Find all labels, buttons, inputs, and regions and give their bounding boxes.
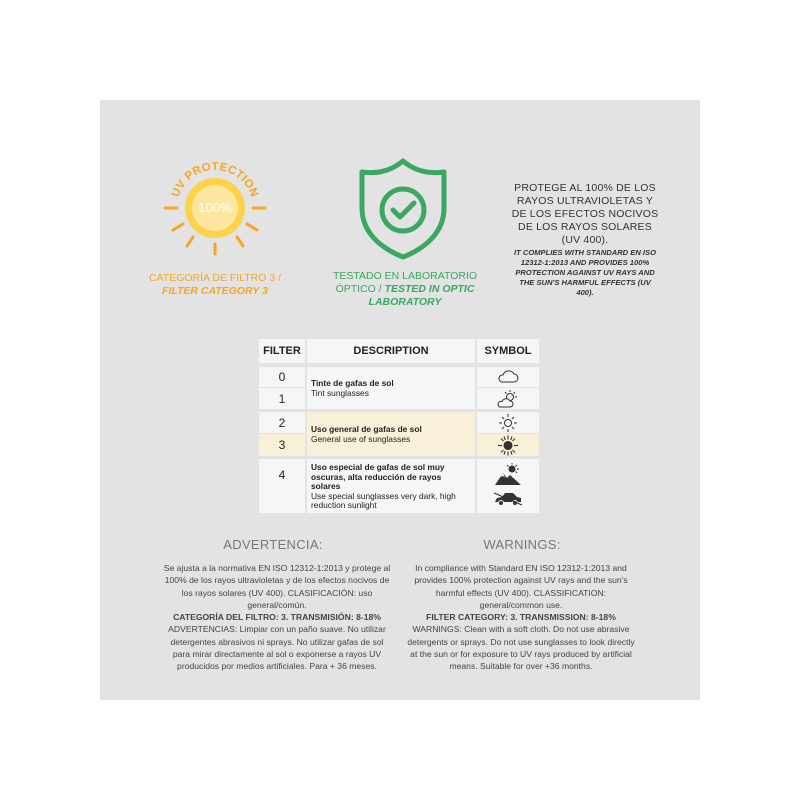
protection-text-en: IT COMPLIES WITH STANDARD EN ISO 12312-1:2013 AND PROVIDES 100% PROTECTION AGAINST UV RAYS AND THE SUN'S HARMFUL EFFECTS (UV 400). — [513, 248, 657, 297]
description-group-2: Uso general de gafas de sol General use of sunglasses — [311, 424, 422, 444]
filter-number: 1 — [278, 392, 286, 406]
mountain-sun-icon — [478, 461, 538, 487]
filter-category-label: CATEGORÍA DE FILTRO 3 / FILTER CATEGORY 3 — [148, 272, 282, 297]
filter-number: 4 — [278, 468, 286, 482]
sun-small-icon — [478, 413, 538, 433]
warning-body-en: In compliance with Standard EN ISO 12312-1:2013 and provides 100% protection against UV rays and the sun's harmful effects (UV 400). CLASSIFICATION: general/common use. FILTER CATEGORY: 3. TRANSMISSION: 8-18% WARNINGS: Clean with a soft cloth. Do not use abrasive detergents or sprays. Do not use sunglasses to look directly at the sun or for exposure to UV rays produced by artificial means. Suitable for over +36 months. — [407, 563, 635, 672]
protection-text-es: PROTEGE AL 100% DE LOS RAYOS ULTRAVIOLETAS Y DE LOS EFECTOS NOCIVOS DE LOS RAYOS SOLARES (UV 400). — [511, 182, 659, 246]
sun-icon — [163, 158, 267, 262]
filter-number: 3 — [278, 438, 286, 452]
cloud-sun-icon — [478, 389, 538, 409]
description-group-1: Tinte de gafas de sol Tint sunglasses — [311, 378, 394, 398]
car-icon — [478, 489, 538, 509]
uv-badge-text: UV PROTECTION — [169, 160, 261, 199]
uv-percent: 100% — [198, 200, 232, 215]
warning-title-en: WARNINGS: — [483, 537, 561, 552]
header-filter: FILTER — [259, 339, 305, 363]
warning-title-es: ADVERTENCIA: — [223, 537, 323, 552]
sun-large-icon — [478, 435, 538, 456]
header-symbol: SYMBOL — [477, 339, 539, 363]
description-group-3: Uso especial de gafas de sol muy oscuras, alta reducción de rayos solares Use special sunglasses very dark, high reduction sunlight — [311, 462, 456, 510]
filter-number: 2 — [278, 416, 286, 430]
protection-statement — [510, 182, 660, 298]
cloud-icon — [478, 368, 538, 386]
shield-check-icon — [358, 158, 448, 260]
lab-tested-label: TESTADO EN LABORATORIO ÓPTICO / TESTED IN OPTIC LABORATORY — [332, 270, 478, 308]
filter-number: 0 — [278, 370, 286, 384]
header-description: DESCRIPTION — [307, 339, 475, 363]
warning-body-es: Se ajusta a la normativa EN ISO 12312-1:2013 y protege al 100% de los rayos ultravioletas y de los efectos nocivos de los rayos solares (UV 400). CLASIFICACIÓN: uso general/común. CATEGORÍA DEL FILTRO: 3. TRANSMISIÓN: 8-18% ADVERTENCIAS: Limpiar con un paño suave. No utilizar detergentes abrasivos ni sprays. No utilizar gafas de sol para mirar directamente al sol o exponerse a rayos UV producidos por medios artificiales. Para + 36 meses. — [163, 563, 391, 672]
